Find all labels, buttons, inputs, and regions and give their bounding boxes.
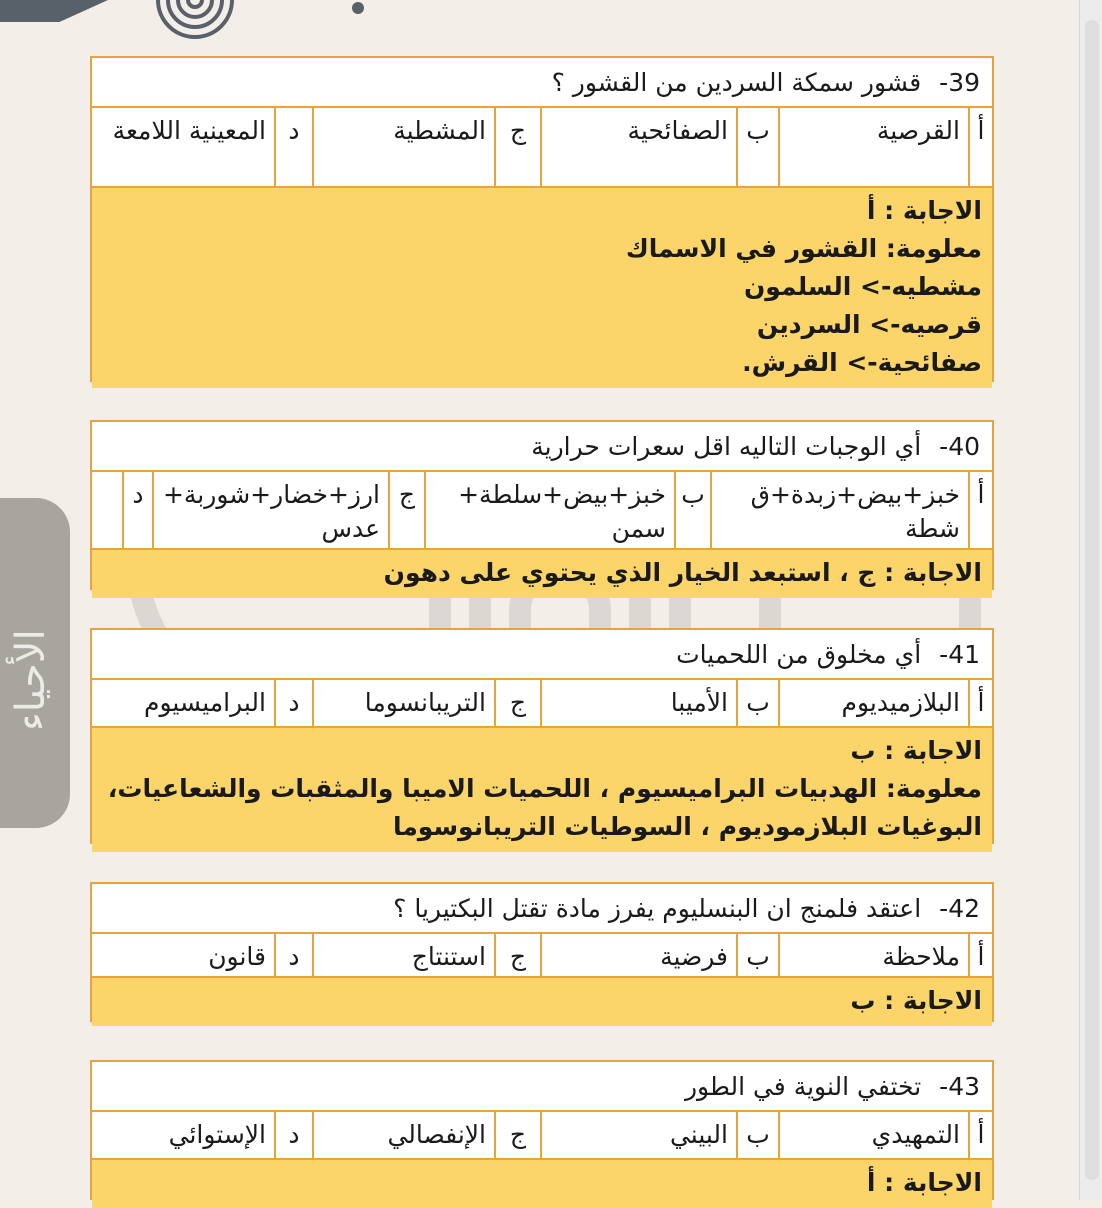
question-text: تختفي النوية في الطور: [684, 1071, 922, 1101]
option-a[interactable]: التمهيدي: [778, 1112, 968, 1158]
options-row: [92, 1112, 992, 1160]
option-c[interactable]: استنتاج: [312, 934, 494, 976]
question-title: [92, 422, 992, 472]
option-a[interactable]: ملاحظة: [778, 934, 968, 976]
top-corner-bar: [0, 0, 108, 22]
answer-line: البوغيات البلازموديوم ، السوطيات التريبانوسوما: [392, 812, 982, 841]
scrollbar-track[interactable]: [1079, 0, 1102, 1200]
option-letter: ب: [736, 680, 778, 726]
option-letter: أ: [968, 108, 992, 186]
fingerprint-logo-icon: [150, 0, 240, 44]
question-title: [92, 1062, 992, 1112]
option-letter: د: [274, 108, 312, 186]
answer-line: الاجابة : أ: [866, 196, 982, 225]
question-40: [90, 420, 994, 590]
option-letter: ب: [674, 472, 710, 548]
question-43: [90, 1060, 994, 1200]
option-c[interactable]: الإنفصالي: [312, 1112, 494, 1158]
answer-line: صفائحية-> القرش.: [742, 348, 982, 377]
option-letter: أ: [968, 472, 992, 548]
options-row: [92, 934, 992, 978]
option-letter: ب: [736, 108, 778, 186]
question-text: أي مخلوق من اللحميات: [676, 639, 922, 669]
answer-box: [92, 1160, 992, 1208]
option-letter: د: [122, 472, 152, 548]
option-d[interactable]: المعينية اللامعة: [112, 116, 266, 145]
option-b[interactable]: فرضية: [540, 934, 736, 976]
option-letter: د: [274, 934, 312, 976]
option-d[interactable]: قانون: [208, 942, 266, 971]
answer-line: معلومة: الهدبيات البراميسيوم ، اللحميات الاميبا والمثقبات والشعاعيات،: [107, 774, 982, 803]
options-row: [92, 472, 992, 550]
question-number: 42-: [939, 893, 980, 923]
answer-line: الاجابة : ب: [850, 736, 982, 765]
options-row: [92, 108, 992, 188]
question-title: [92, 58, 992, 108]
answer-line: الاجابة : ج ، استبعد الخيار الذي يحتوي على دهون: [383, 558, 982, 587]
answer-box: [92, 550, 992, 598]
answer-line: معلومة: القشور في الاسماك: [625, 234, 982, 263]
answer-box: [92, 728, 992, 852]
option-d[interactable]: الإستوائي: [168, 1120, 266, 1149]
option-letter: أ: [968, 680, 992, 726]
option-a[interactable]: البلازميديوم: [778, 680, 968, 726]
option-c[interactable]: المشطية: [312, 108, 494, 186]
scrollbar-thumb[interactable]: [1085, 20, 1099, 1180]
question-number: 43-: [939, 1071, 980, 1101]
question-39: [90, 56, 994, 382]
top-dot-icon: [352, 2, 364, 14]
answer-line: مشطيه-> السلمون: [743, 272, 982, 301]
option-letter: ج: [494, 1112, 540, 1158]
option-b[interactable]: البيني: [540, 1112, 736, 1158]
question-text: قشور سمكة السردين من القشور ؟: [551, 67, 922, 97]
option-a[interactable]: القرصية: [778, 108, 968, 186]
answer-box: [92, 978, 992, 1026]
option-c[interactable]: التريبانسوما: [312, 680, 494, 726]
question-41: [90, 628, 994, 844]
option-letter: ج: [388, 472, 424, 548]
option-b[interactable]: الصفائحية: [540, 108, 736, 186]
question-title: [92, 630, 992, 680]
option-letter: ج: [494, 934, 540, 976]
option-b[interactable]: الأميبا: [540, 680, 736, 726]
question-number: 41-: [939, 639, 980, 669]
question-42: [90, 882, 994, 1022]
option-letter: ب: [736, 934, 778, 976]
question-text: أي الوجبات التاليه اقل سعرات حرارية: [531, 431, 922, 461]
options-row: [92, 680, 992, 728]
option-letter: أ: [968, 1112, 992, 1158]
question-title: [92, 884, 992, 934]
answer-line: الاجابة : أ: [866, 1168, 982, 1197]
question-number: 39-: [939, 67, 980, 97]
option-letter: ج: [494, 108, 540, 186]
option-letter: د: [274, 680, 312, 726]
option-letter: ج: [494, 680, 540, 726]
question-number: 40-: [939, 431, 980, 461]
answer-box: [92, 188, 992, 388]
option-letter: أ: [968, 934, 992, 976]
option-a[interactable]: خبز+بيض+زبدة+ق شطة: [710, 472, 968, 548]
option-d[interactable]: [92, 472, 122, 548]
option-b[interactable]: خبز+بيض+سلطة+ سمن: [424, 472, 674, 548]
option-letter: ب: [736, 1112, 778, 1158]
option-d[interactable]: البراميسيوم: [143, 688, 266, 717]
option-letter: د: [274, 1112, 312, 1158]
side-tab-label: الأحياء: [8, 629, 54, 731]
question-text: اعتقد فلمنج ان البنسليوم يفرز مادة تقتل البكتيريا ؟: [393, 893, 922, 923]
answer-line: قرصيه-> السردين: [756, 310, 982, 339]
answer-line: الاجابة : ب: [850, 986, 982, 1015]
option-c[interactable]: ارز+خضار+شوربة+ عدس: [152, 472, 388, 548]
